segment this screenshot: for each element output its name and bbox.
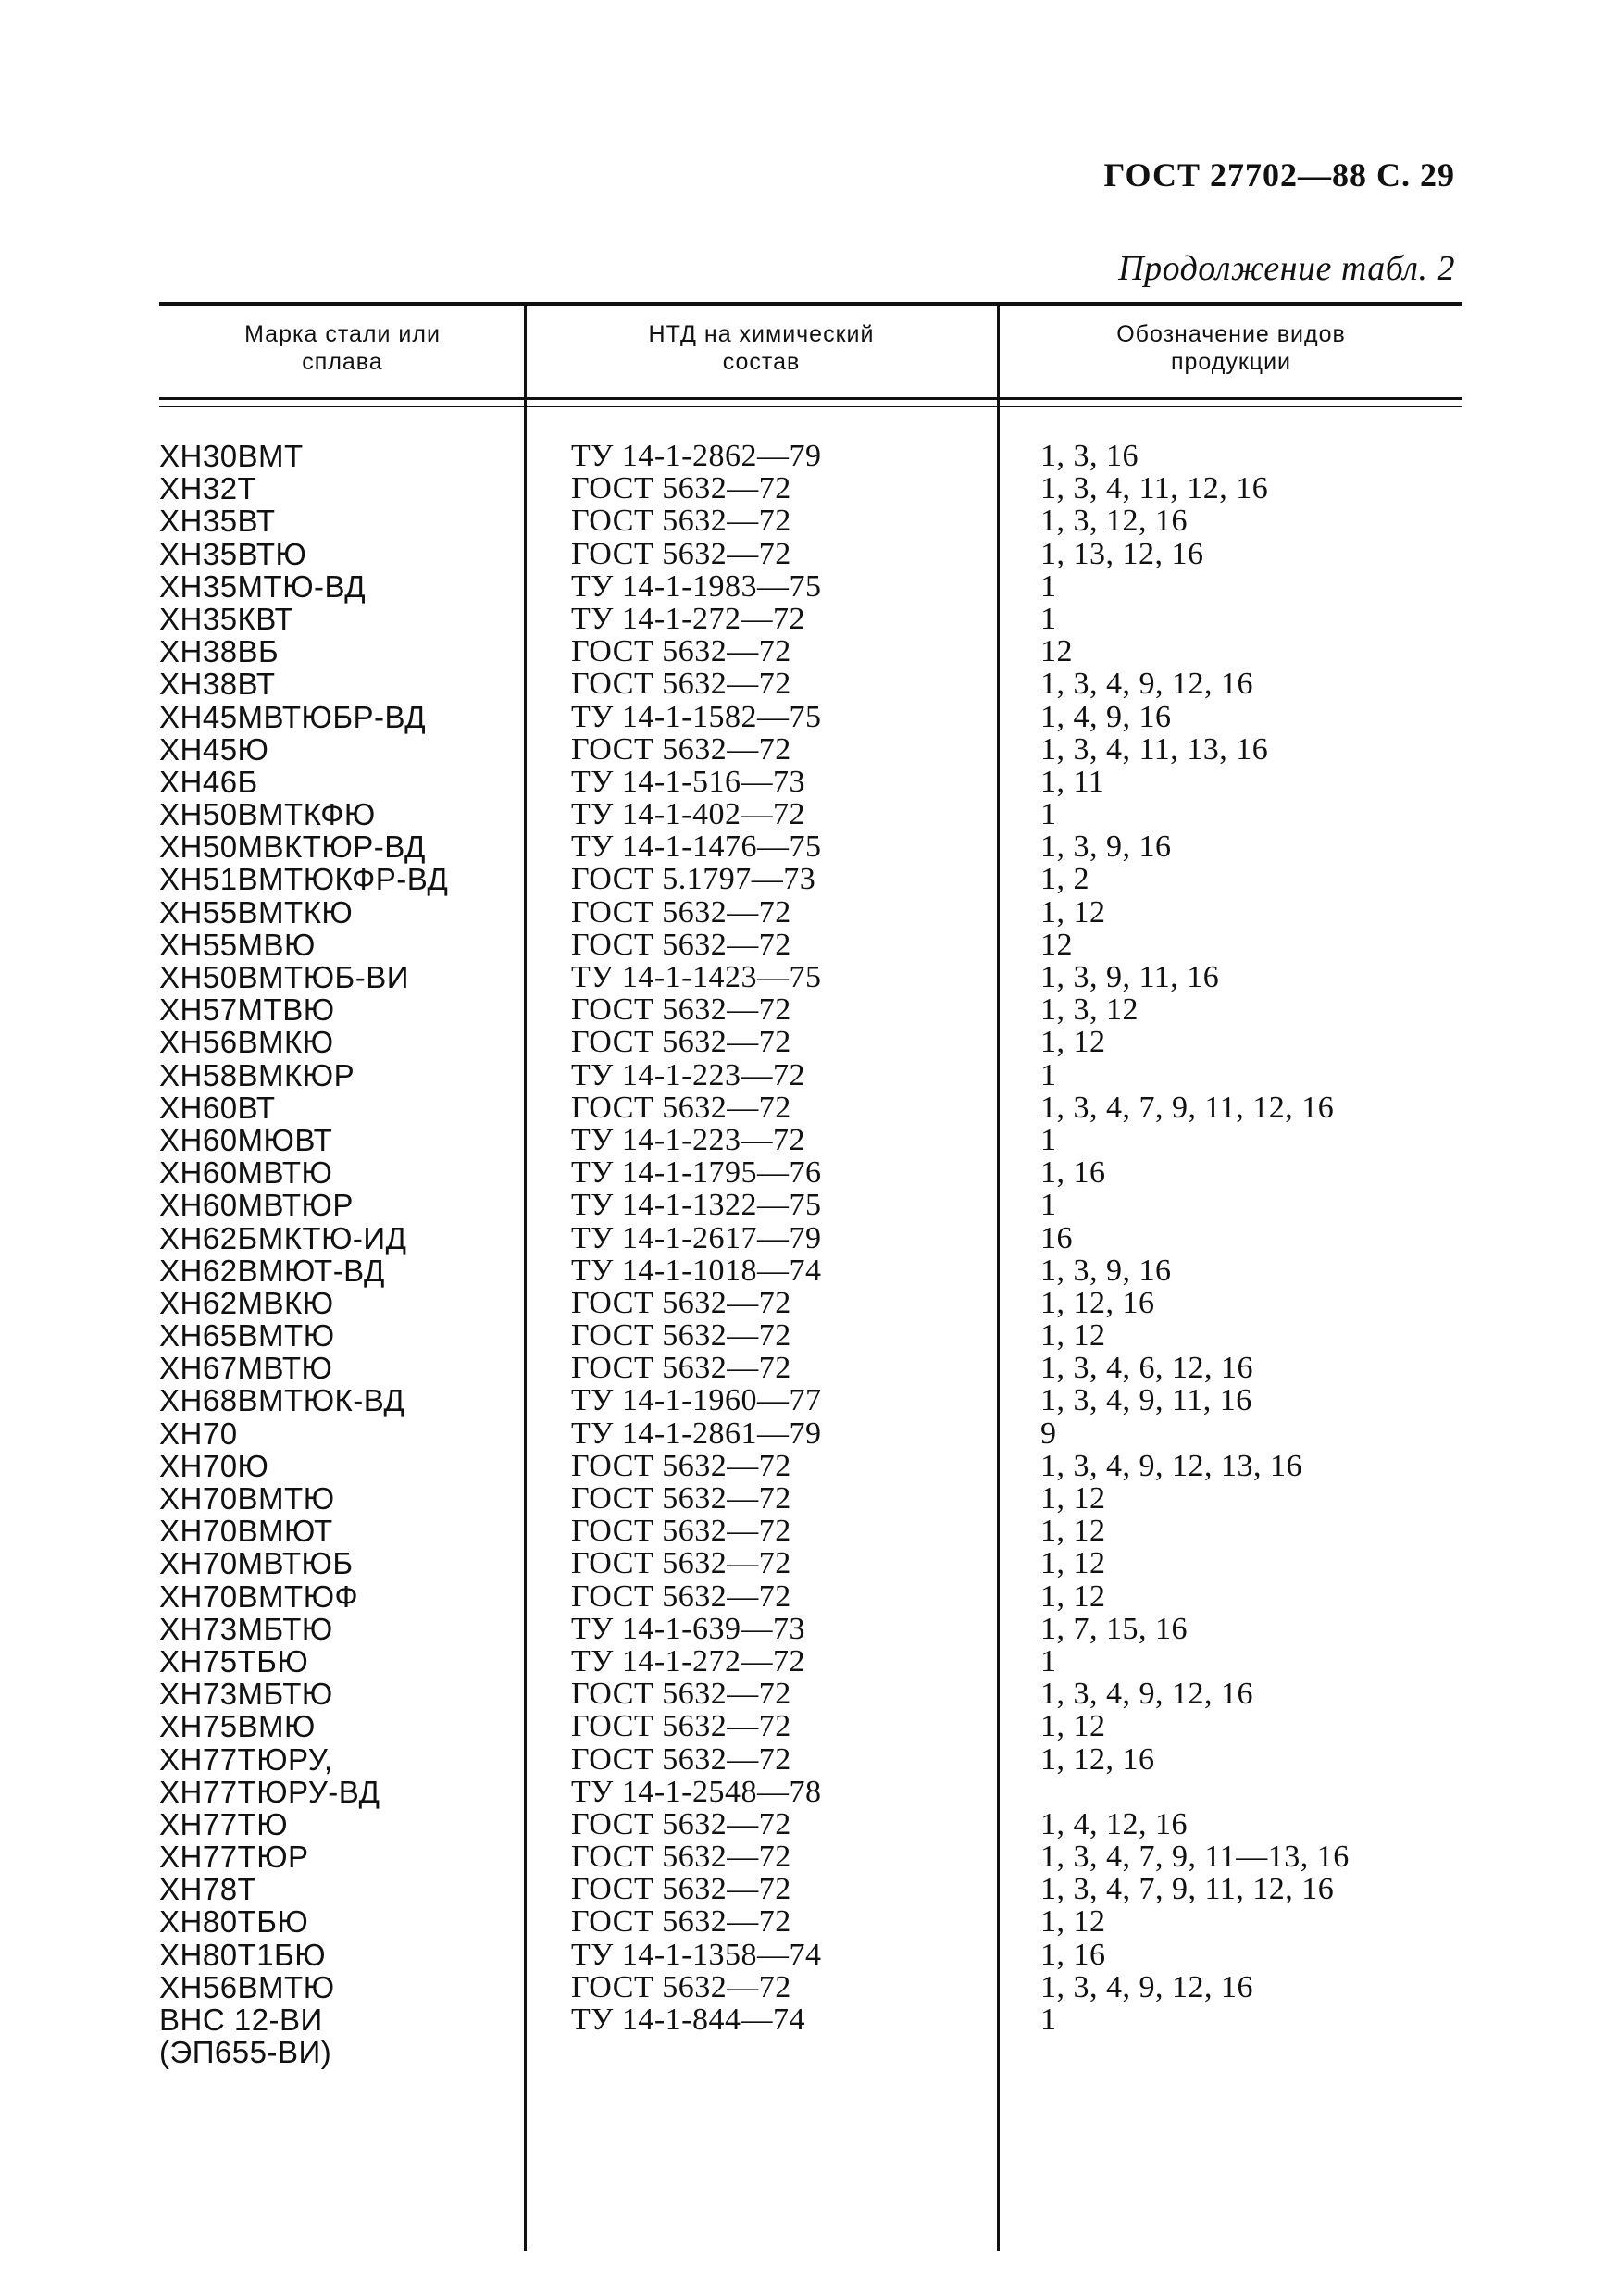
table-row (0, 472, 1618, 505)
cell-products: 16 (1040, 1220, 1073, 1255)
cell-grade: ХН73МБТЮ (159, 1611, 333, 1646)
cell-ntd: ТУ 14-1-1582—75 (571, 699, 822, 734)
table-row (0, 1026, 1618, 1058)
column-header-grade-line-2: сплава (302, 349, 383, 375)
cell-ntd: ТУ 14-1-639—73 (571, 1611, 805, 1646)
cell-ntd: ГОСТ 5632—72 (571, 471, 791, 506)
cell-grade: ХН46Б (159, 764, 258, 799)
cell-products: 1, 3, 9, 11, 16 (1040, 960, 1220, 994)
cell-ntd: ГОСТ 5632—72 (571, 1285, 791, 1320)
cell-grade: ХН78Т (159, 1872, 257, 1907)
table-row (0, 1743, 1618, 1776)
cell-ntd: ГОСТ 5632—72 (571, 927, 791, 962)
cell-ntd: ГОСТ 5632—72 (571, 1481, 791, 1516)
table-row (0, 538, 1618, 570)
cell-grade: ВНС 12-ВИ (159, 2003, 323, 2037)
cell-products: 12 (1040, 634, 1073, 669)
cell-ntd: ТУ 14-1-1018—74 (571, 1253, 822, 1288)
cell-grade: ХН70ВМЮТ (159, 1514, 333, 1549)
column-header-products-line-2: продукции (1170, 349, 1292, 375)
table-row (0, 1515, 1618, 1547)
table-body (0, 440, 1618, 2068)
cell-products: 1 (1040, 568, 1057, 604)
cell-products: 1, 3, 12 (1040, 992, 1139, 1028)
table-row (0, 1678, 1618, 1710)
cell-products: 1, 3, 4, 7, 9, 11—13, 16 (1040, 1840, 1350, 1875)
cell-ntd: ТУ 14-1-2862—79 (571, 439, 822, 473)
cell-products: 1, 4, 12, 16 (1040, 1806, 1188, 1841)
cell-grade: ХН70ВМТЮФ (159, 1578, 359, 1614)
table-row (0, 1905, 1618, 1938)
table-row (0, 668, 1618, 700)
column-header-products-line-1: Обозначение видов (1116, 321, 1346, 347)
cell-ntd: ГОСТ 5632—72 (571, 1709, 791, 1744)
cell-products: 1, 16 (1040, 1155, 1106, 1191)
table-row (0, 1841, 1618, 1873)
table-row (0, 1352, 1618, 1384)
table-row (0, 961, 1618, 993)
cell-grade: ХН55МВЮ (159, 927, 316, 962)
cell-grade: ХН67МВТЮ (159, 1351, 333, 1386)
cell-ntd: ГОСТ 5632—72 (571, 1090, 791, 1125)
table-row (0, 993, 1618, 1026)
cell-ntd: ТУ 14-1-223—72 (571, 1122, 805, 1157)
cell-ntd: ГОСТ 5632—72 (571, 536, 791, 571)
cell-ntd: ГОСТ 5632—72 (571, 1578, 791, 1614)
cell-ntd: ГОСТ 5632—72 (571, 1546, 791, 1581)
table-row (0, 2036, 1618, 2068)
cell-ntd: ТУ 14-1-1795—76 (571, 1155, 822, 1191)
table-row (0, 440, 1618, 472)
table-row (0, 701, 1618, 733)
column-header-products (1004, 320, 1458, 376)
cell-products: 1 (1040, 797, 1057, 832)
cell-grade: ХН58ВМКЮР (159, 1057, 355, 1092)
cell-grade: ХН62БМКТЮ-ИД (159, 1220, 407, 1255)
cell-grade: ХН57МТВЮ (159, 992, 335, 1028)
cell-grade: ХН50ВМТКФЮ (159, 797, 376, 832)
cell-products: 1, 12, 16 (1040, 1741, 1155, 1777)
table-row (0, 1580, 1618, 1613)
cell-grade: ХН55ВМТКЮ (159, 894, 354, 930)
table-row (0, 1092, 1618, 1124)
cell-grade: ХН77ТЮР (159, 1840, 309, 1875)
cell-ntd: ТУ 14-1-223—72 (571, 1057, 805, 1092)
table-row (0, 1873, 1618, 1905)
cell-products: 1, 3, 4, 9, 12, 13, 16 (1040, 1448, 1302, 1483)
cell-products: 1, 3, 4, 9, 11, 16 (1040, 1383, 1252, 1418)
table-row (0, 1384, 1618, 1416)
cell-products: 1, 13, 12, 16 (1040, 536, 1204, 571)
table-row (0, 570, 1618, 603)
cell-products: 1 (1040, 1188, 1057, 1223)
table-row (0, 929, 1618, 961)
cell-products: 1, 12 (1040, 1709, 1106, 1744)
table-row (0, 1156, 1618, 1189)
table-top-rule (159, 302, 1462, 306)
cell-products: 1 (1040, 1122, 1057, 1157)
table-row (0, 1808, 1618, 1841)
column-header-ntd (532, 320, 990, 376)
header-bottom-rule (159, 397, 1462, 400)
table-row (0, 1450, 1618, 1482)
cell-ntd: ГОСТ 5632—72 (571, 1872, 791, 1907)
header-bottom-rule-second (159, 406, 1462, 407)
table-row (0, 1124, 1618, 1156)
table-row (0, 1971, 1618, 2003)
table-row (0, 1547, 1618, 1579)
table-row (0, 798, 1618, 830)
cell-grade: ХН38ВТ (159, 667, 276, 702)
cell-grade: ХН62МВКЮ (159, 1285, 334, 1320)
table-row (0, 1939, 1618, 1971)
table-row (0, 603, 1618, 635)
cell-ntd: ГОСТ 5632—72 (571, 1318, 791, 1354)
cell-products: 1, 16 (1040, 1937, 1106, 1972)
cell-ntd: ГОСТ 5632—72 (571, 992, 791, 1028)
table-row (0, 1417, 1618, 1450)
cell-grade: ХН35ВТ (159, 504, 276, 539)
cell-grade: ХН50МВКТЮР-ВД (159, 830, 426, 865)
cell-products: 1, 3, 4, 7, 9, 11, 12, 16 (1040, 1090, 1335, 1125)
cell-products: 1, 3, 9, 16 (1040, 830, 1172, 865)
table-row (0, 863, 1618, 895)
cell-ntd: ТУ 14-1-1423—75 (571, 960, 822, 994)
cell-grade: ХН56ВМТЮ (159, 1969, 335, 2004)
table-caption: Продолжение табл. 2 (1118, 249, 1455, 288)
cell-products: 1, 12 (1040, 1481, 1106, 1516)
cell-ntd: ГОСТ 5632—72 (571, 894, 791, 930)
cell-grade: ХН51ВМТЮКФР-ВД (159, 862, 449, 897)
cell-products: 1, 3, 4, 9, 12, 16 (1040, 667, 1253, 702)
cell-grade: ХН68ВМТЮК-ВД (159, 1383, 405, 1418)
cell-grade: ХН70МВТЮБ (159, 1546, 354, 1581)
cell-grade: (ЭП655-ВИ) (159, 2035, 332, 2070)
cell-ntd: ГОСТ 5632—72 (571, 1741, 791, 1777)
cell-grade: ХН60МВТЮР (159, 1188, 354, 1223)
cell-products: 1, 12 (1040, 1904, 1106, 1940)
table-row (0, 1059, 1618, 1092)
cell-products: 1, 3, 4, 11, 13, 16 (1040, 731, 1269, 767)
table-row (0, 766, 1618, 798)
table-row (0, 1776, 1618, 1808)
cell-products: 1, 12, 16 (1040, 1285, 1155, 1320)
cell-ntd: ТУ 14-1-272—72 (571, 1643, 805, 1678)
cell-grade: ХН32Т (159, 471, 257, 506)
cell-grade: ХН35КВТ (159, 601, 294, 636)
cell-ntd: ГОСТ 5.1797—73 (571, 862, 816, 897)
page-reference: ГОСТ 27702—88 С. 29 (1103, 156, 1455, 193)
cell-grade: ХН50ВМТЮБ-ВИ (159, 960, 409, 994)
cell-products: 1, 3, 4, 9, 12, 16 (1040, 1969, 1253, 2004)
cell-products: 9 (1040, 1416, 1057, 1451)
cell-ntd: ТУ 14-1-1322—75 (571, 1188, 822, 1223)
cell-ntd: ГОСТ 5632—72 (571, 1969, 791, 2004)
table-row (0, 2003, 1618, 2036)
cell-grade: ХН73МБТЮ (159, 1677, 333, 1712)
cell-grade: ХН60МЮВТ (159, 1122, 333, 1157)
table-row (0, 1710, 1618, 1742)
column-header-grade-line-1: Марка стали или (244, 321, 441, 347)
cell-products: 1, 3, 4, 7, 9, 11, 12, 16 (1040, 1872, 1335, 1907)
cell-grade: ХН62ВМЮТ-ВД (159, 1253, 385, 1288)
cell-grade: ХН77ТЮ (159, 1806, 289, 1841)
cell-ntd: ТУ 14-1-844—74 (571, 2003, 805, 2037)
table-row (0, 896, 1618, 929)
cell-grade: ХН70 (159, 1416, 238, 1451)
cell-products: 1, 7, 15, 16 (1040, 1611, 1188, 1646)
table-row (0, 505, 1618, 537)
cell-products: 1, 12 (1040, 894, 1106, 930)
cell-ntd: ГОСТ 5632—72 (571, 634, 791, 669)
cell-products: 1 (1040, 601, 1057, 636)
cell-products: 1, 12 (1040, 1546, 1106, 1581)
cell-products: 1, 3, 9, 16 (1040, 1253, 1172, 1288)
cell-grade: ХН70Ю (159, 1448, 269, 1483)
cell-products: 1 (1040, 2003, 1057, 2037)
cell-ntd: ТУ 14-1-1358—74 (571, 1937, 822, 1972)
table-row (0, 1613, 1618, 1645)
column-header-ntd-line-2: состав (722, 349, 801, 375)
cell-grade: ХН56ВМКЮ (159, 1025, 334, 1060)
cell-ntd: ТУ 14-1-1476—75 (571, 830, 822, 865)
cell-grade: ХН30ВМТ (159, 439, 304, 473)
cell-ntd: ГОСТ 5632—72 (571, 1806, 791, 1841)
cell-products: 1 (1040, 1057, 1057, 1092)
cell-products: 1 (1040, 1643, 1057, 1678)
column-header-grade (167, 320, 518, 376)
cell-ntd: ГОСТ 5632—72 (571, 1514, 791, 1549)
table-row (0, 733, 1618, 766)
cell-ntd: ТУ 14-1-2548—78 (571, 1774, 822, 1809)
cell-ntd: ГОСТ 5632—72 (571, 1677, 791, 1712)
cell-ntd: ГОСТ 5632—72 (571, 1904, 791, 1940)
cell-grade: ХН45Ю (159, 731, 269, 767)
column-header-ntd-line-1: НТД на химический (648, 321, 875, 347)
cell-products: 1, 12 (1040, 1025, 1106, 1060)
cell-grade: ХН35МТЮ-ВД (159, 568, 367, 604)
table-row (0, 635, 1618, 668)
cell-ntd: ТУ 14-1-1983—75 (571, 568, 822, 604)
cell-ntd: ГОСТ 5632—72 (571, 504, 791, 539)
cell-products: 1, 11 (1040, 764, 1105, 799)
cell-products: 1, 3, 4, 6, 12, 16 (1040, 1351, 1253, 1386)
cell-grade: ХН38ВБ (159, 634, 280, 669)
cell-ntd: ТУ 14-1-272—72 (571, 601, 805, 636)
cell-ntd: ГОСТ 5632—72 (571, 667, 791, 702)
table-row (0, 1287, 1618, 1319)
cell-ntd: ГОСТ 5632—72 (571, 1025, 791, 1060)
cell-ntd: ТУ 14-1-402—72 (571, 797, 805, 832)
table-row (0, 1254, 1618, 1287)
cell-ntd: ТУ 14-1-516—73 (571, 764, 805, 799)
cell-products: 1, 12 (1040, 1578, 1106, 1614)
cell-ntd: ГОСТ 5632—72 (571, 1448, 791, 1483)
cell-products: 1, 3, 12, 16 (1040, 504, 1188, 539)
cell-products: 1, 3, 16 (1040, 439, 1139, 473)
cell-grade: ХН75ТБЮ (159, 1643, 309, 1678)
cell-grade: ХН80ТБЮ (159, 1904, 309, 1940)
cell-grade: ХН80Т1БЮ (159, 1937, 327, 1972)
table-row (0, 830, 1618, 863)
cell-ntd: ТУ 14-1-2617—79 (571, 1220, 822, 1255)
cell-grade: ХН60ВТ (159, 1090, 276, 1125)
cell-ntd: ГОСТ 5632—72 (571, 731, 791, 767)
cell-ntd: ТУ 14-1-1960—77 (571, 1383, 822, 1418)
cell-grade: ХН77ТЮРУ, (159, 1741, 333, 1777)
table-row (0, 1222, 1618, 1254)
table-row (0, 1482, 1618, 1515)
cell-products: 1, 12 (1040, 1514, 1106, 1549)
cell-ntd: ГОСТ 5632—72 (571, 1351, 791, 1386)
table-row (0, 1319, 1618, 1352)
cell-products: 12 (1040, 927, 1073, 962)
cell-ntd: ТУ 14-1-2861—79 (571, 1416, 822, 1451)
cell-grade: ХН75ВМЮ (159, 1709, 316, 1744)
table-row (0, 1189, 1618, 1221)
cell-grade: ХН60МВТЮ (159, 1155, 333, 1191)
cell-grade: ХН35ВТЮ (159, 536, 307, 571)
cell-products: 1, 3, 4, 11, 12, 16 (1040, 471, 1269, 506)
cell-grade: ХН65ВМТЮ (159, 1318, 335, 1354)
cell-grade: ХН77ТЮРУ-ВД (159, 1774, 380, 1809)
cell-products: 1, 3, 4, 9, 12, 16 (1040, 1677, 1253, 1712)
cell-products: 1, 4, 9, 16 (1040, 699, 1172, 734)
cell-grade: ХН70ВМТЮ (159, 1481, 335, 1516)
cell-ntd: ГОСТ 5632—72 (571, 1840, 791, 1875)
cell-products: 1, 2 (1040, 862, 1089, 897)
cell-grade: ХН45МВТЮБР-ВД (159, 699, 427, 734)
table-row (0, 1645, 1618, 1678)
cell-products: 1, 12 (1040, 1318, 1106, 1354)
